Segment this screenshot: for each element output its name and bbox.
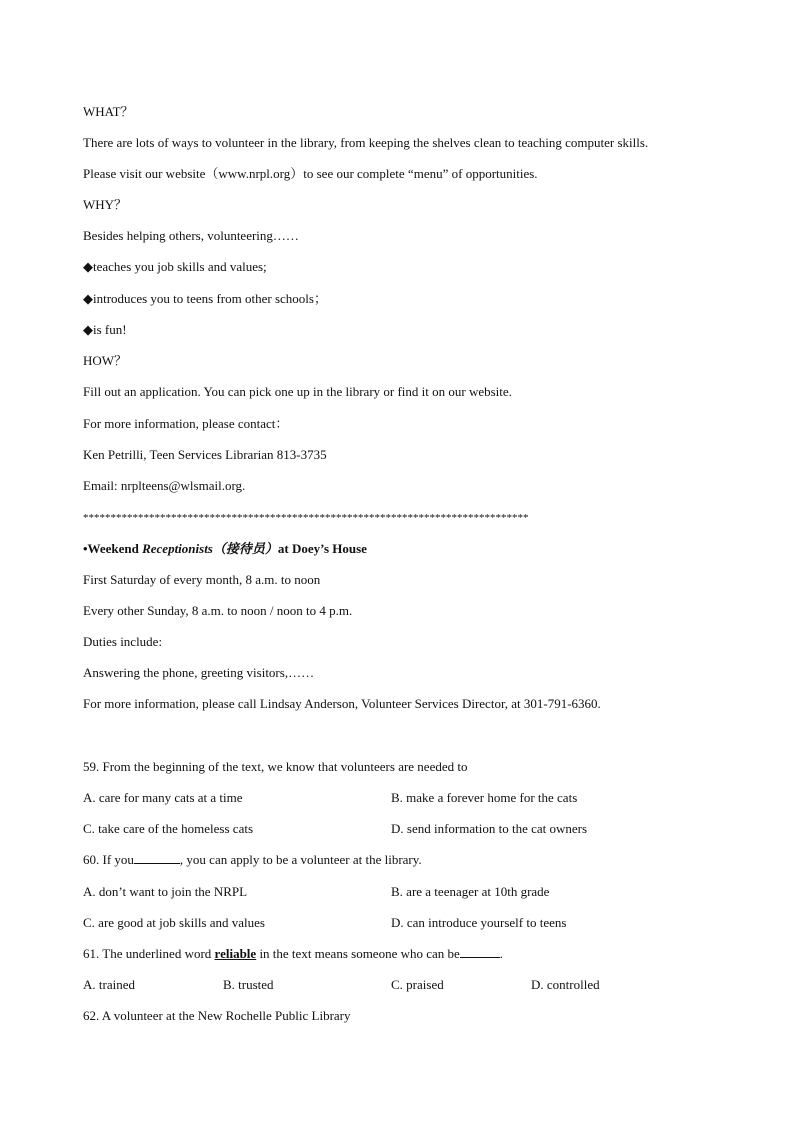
how-line-2: For more information, please contact： <box>83 416 289 431</box>
doey-title-suffix: at Doey’s House <box>277 541 367 556</box>
q59-stem: 59. From the beginning of the text, we know that volunteers are needed to <box>83 759 468 774</box>
q61-stem-post: in the text means someone who can be <box>256 946 460 961</box>
why-bullet-1: ◆teaches you job skills and values; <box>83 259 267 274</box>
q61-stem-end: . <box>499 946 504 961</box>
why-bullet-3: ◆is fun! <box>83 322 127 337</box>
q61-option-c: C. praised <box>391 977 444 992</box>
q60-option-c: C. are good at job skills and values <box>83 915 265 930</box>
q61-underlined-word: reliable <box>214 946 257 961</box>
doey-line-3: Duties include: <box>83 634 163 649</box>
what-line-1: There are lots of ways to volunteer in the library, from keeping the shelves clean to teaching computer skills. <box>83 135 649 150</box>
q59-option-a: A. care for many cats at a time <box>83 790 243 805</box>
q60-stem-post: , you can apply to be a volunteer at the library. <box>179 852 422 867</box>
doey-title-italic: Receptionists（接待员） <box>142 541 278 556</box>
q60-option-b: B. are a teenager at 10th grade <box>391 884 550 899</box>
q60-answer-blank <box>134 852 180 864</box>
q61-option-a: A. trained <box>83 977 135 992</box>
q61-answer-blank <box>460 946 500 958</box>
how-line-3: Ken Petrilli, Teen Services Librarian 813-3735 <box>83 447 327 462</box>
section-divider: ********************************************************************************* <box>83 512 529 524</box>
q61-option-b: B. trusted <box>223 977 274 992</box>
why-intro: Besides helping others, volunteering…… <box>83 228 299 243</box>
how-email: Email: nrplteens@wlsmail.org. <box>83 478 246 493</box>
q62-stem: 62. A volunteer at the New Rochelle Public Library <box>83 1008 351 1023</box>
q61-stem-pre: 61. The underlined word <box>83 946 215 961</box>
doey-line-4: Answering the phone, greeting visitors,…… <box>83 665 315 680</box>
q60-stem <box>83 852 422 868</box>
why-heading: WHY？ <box>83 197 128 212</box>
how-line-1: Fill out an application. You can pick one up in the library or find it on our website. <box>83 384 512 399</box>
doey-title-prefix: •Weekend <box>83 541 143 556</box>
q60-option-a: A. don’t want to join the NRPL <box>83 884 248 899</box>
why-bullet-2: ◆introduces you to teens from other schools； <box>83 291 327 306</box>
how-heading: HOW？ <box>83 353 128 368</box>
q60-stem-pre: 60. If you <box>83 852 134 867</box>
q61-stem <box>83 946 503 962</box>
what-line-2: Please visit our website（www.nrpl.org）to see our complete “menu” of opportunities. <box>83 166 538 181</box>
doey-line-1: First Saturday of every month, 8 a.m. to noon <box>83 572 321 587</box>
q59-option-d: D. send information to the cat owners <box>391 821 588 836</box>
what-heading: WHAT？ <box>83 104 134 119</box>
doey-title <box>83 541 367 557</box>
doey-line-2: Every other Sunday, 8 a.m. to noon / noon to 4 p.m. <box>83 603 353 618</box>
q60-option-d: D. can introduce yourself to teens <box>391 915 567 930</box>
doey-line-5: For more information, please call Lindsay Anderson, Volunteer Services Director, at 301-791-6360. <box>83 696 601 711</box>
q59-option-c: C. take care of the homeless cats <box>83 821 254 836</box>
q59-option-b: B. make a forever home for the cats <box>391 790 578 805</box>
q61-option-d: D. controlled <box>531 977 600 992</box>
